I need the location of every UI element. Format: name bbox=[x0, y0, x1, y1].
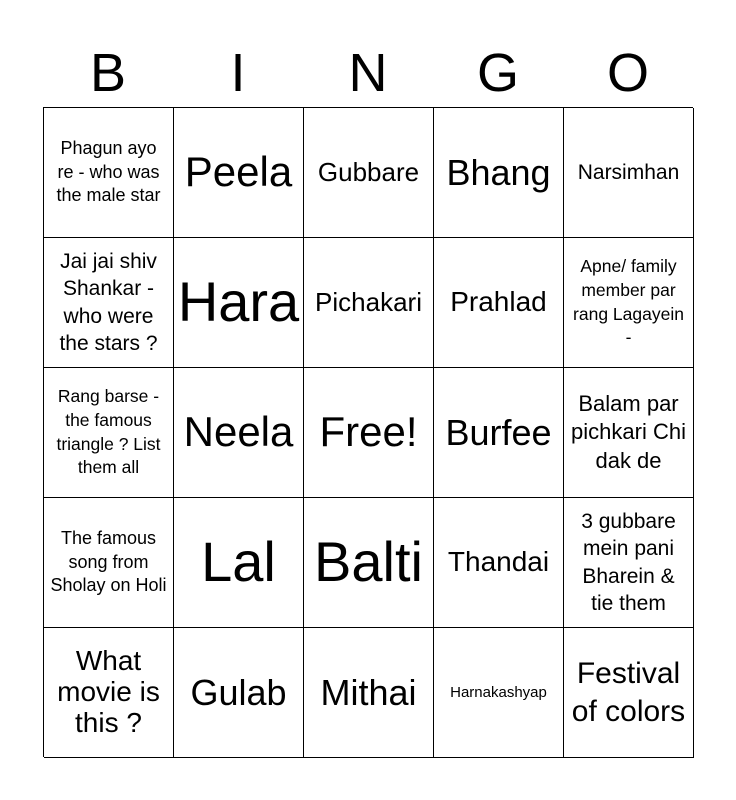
bingo-cell[interactable]: Gubbare bbox=[304, 108, 434, 238]
bingo-cell[interactable]: Gulab bbox=[174, 628, 304, 758]
header-letter-b: B bbox=[89, 43, 127, 103]
bingo-cell[interactable]: Neela bbox=[174, 368, 304, 498]
bingo-cell[interactable]: Festival of colors bbox=[564, 628, 694, 758]
bingo-header bbox=[43, 40, 693, 106]
header-letter-n: N bbox=[348, 43, 388, 103]
bingo-cell[interactable]: Peela bbox=[174, 108, 304, 238]
bingo-cell[interactable]: Apne/ family member par rang Lagayein - bbox=[564, 238, 694, 368]
bingo-cell[interactable]: Harnakashyap bbox=[434, 628, 564, 758]
bingo-cell[interactable]: Narsimhan bbox=[564, 108, 694, 238]
bingo-cell[interactable]: Hara bbox=[174, 238, 304, 368]
bingo-board bbox=[43, 107, 693, 757]
bingo-cell[interactable]: Pichakari bbox=[304, 238, 434, 368]
header-letter-o: O bbox=[606, 43, 649, 103]
bingo-cell[interactable]: Burfee bbox=[434, 368, 564, 498]
bingo-cell[interactable]: 3 gubbare mein pani Bharein & tie them bbox=[564, 498, 694, 628]
bingo-cell[interactable]: Lal bbox=[174, 498, 304, 628]
bingo-cell[interactable]: Mithai bbox=[304, 628, 434, 758]
bingo-cell[interactable]: Phagun ayo re - who was the male star bbox=[44, 108, 174, 238]
bingo-cell[interactable]: The famous song from Sholay on Holi bbox=[44, 498, 174, 628]
bingo-cell[interactable]: Balti bbox=[304, 498, 434, 628]
bingo-cell[interactable]: What movie is this ? bbox=[44, 628, 174, 758]
bingo-cell[interactable]: Thandai bbox=[434, 498, 564, 628]
bingo-cell[interactable]: Prahlad bbox=[434, 238, 564, 368]
header-letter-i: I bbox=[230, 43, 246, 103]
bingo-cell[interactable]: Rang barse - the famous triangle ? List them all bbox=[44, 368, 174, 498]
bingo-cell[interactable]: Free! bbox=[304, 368, 434, 498]
header-letter-g: G bbox=[476, 43, 519, 103]
bingo-cell[interactable]: Jai jai shiv Shankar - who were the stars ? bbox=[44, 238, 174, 368]
bingo-cell[interactable]: Balam par pichkari Chi dak de bbox=[564, 368, 694, 498]
bingo-cell[interactable]: Bhang bbox=[434, 108, 564, 238]
